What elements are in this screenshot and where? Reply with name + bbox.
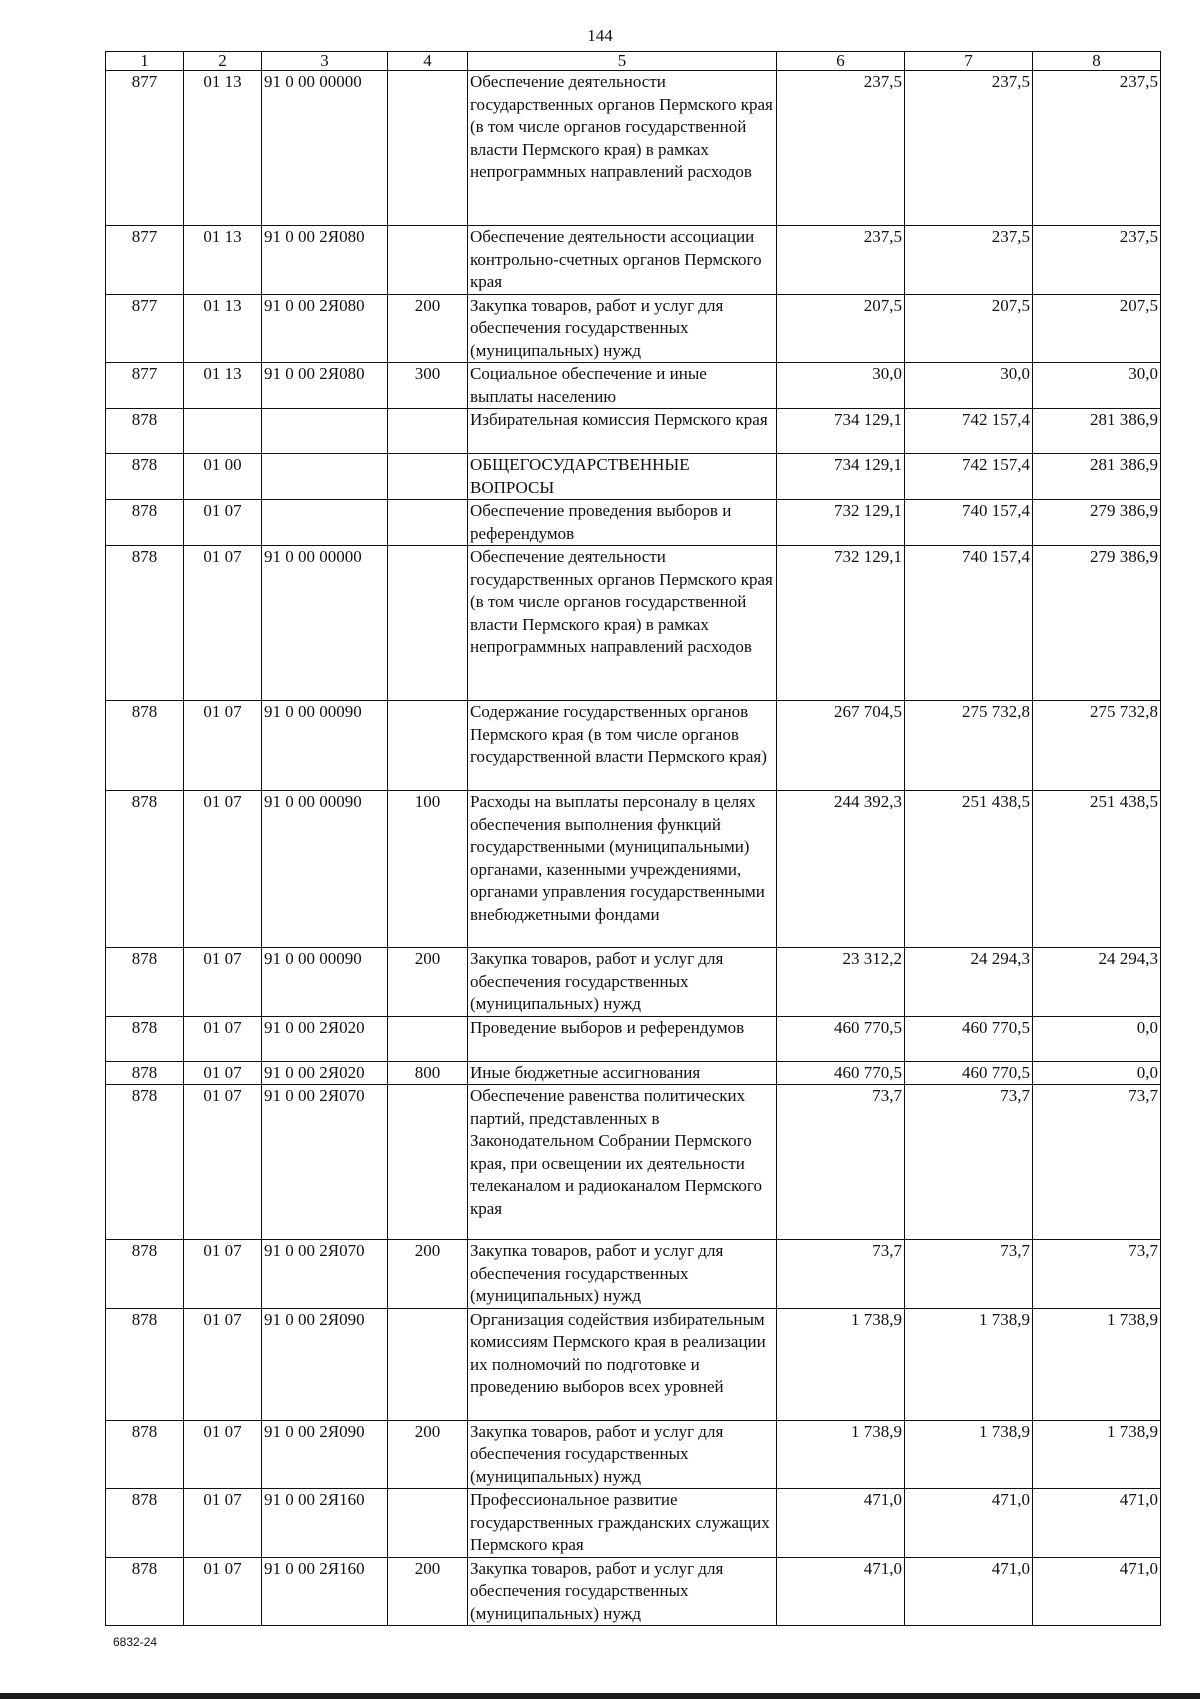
table-row (106, 948, 1161, 1017)
cell-amount-col8: 237,5 (1033, 226, 1161, 295)
cell-amount-col6: 244 392,3 (777, 791, 905, 948)
cell-section-code: 01 07 (184, 500, 262, 546)
cell-amount-col8: 1 738,9 (1033, 1308, 1161, 1420)
cell-expense-type: 100 (388, 791, 468, 948)
cell-amount-col6: 23 312,2 (777, 948, 905, 1017)
cell-expense-type (388, 1016, 468, 1061)
cell-amount-col6: 237,5 (777, 226, 905, 295)
cell-description: Обеспечение деятельности ассоциации контрольно-счетных органов Пермского края (468, 226, 777, 295)
table-header-row (106, 52, 1161, 71)
cell-amount-col8: 237,5 (1033, 71, 1161, 226)
cell-target-article: 91 0 00 00090 (262, 791, 388, 948)
cell-target-article (262, 500, 388, 546)
cell-expense-type: 200 (388, 1420, 468, 1489)
cell-amount-col7: 73,7 (905, 1085, 1033, 1240)
cell-amount-col8: 279 386,9 (1033, 500, 1161, 546)
cell-target-article: 91 0 00 2Я020 (262, 1061, 388, 1085)
cell-admin-code: 877 (106, 71, 184, 226)
cell-amount-col6: 460 770,5 (777, 1061, 905, 1085)
cell-section-code: 01 07 (184, 1016, 262, 1061)
cell-description: Проведение выборов и референдумов (468, 1016, 777, 1061)
cell-admin-code: 878 (106, 454, 184, 500)
cell-target-article (262, 454, 388, 500)
cell-amount-col8: 0,0 (1033, 1016, 1161, 1061)
column-header: 8 (1033, 52, 1161, 71)
cell-section-code: 01 07 (184, 1240, 262, 1309)
cell-admin-code: 878 (106, 791, 184, 948)
cell-amount-col6: 471,0 (777, 1557, 905, 1626)
cell-section-code: 01 07 (184, 1420, 262, 1489)
cell-admin-code: 878 (106, 1420, 184, 1489)
cell-amount-col6: 732 129,1 (777, 546, 905, 701)
cell-section-code: 01 07 (184, 701, 262, 791)
cell-target-article: 91 0 00 00000 (262, 546, 388, 701)
cell-expense-type: 200 (388, 948, 468, 1017)
cell-expense-type: 200 (388, 1240, 468, 1309)
cell-target-article: 91 0 00 2Я070 (262, 1240, 388, 1309)
cell-amount-col7: 251 438,5 (905, 791, 1033, 948)
cell-amount-col7: 460 770,5 (905, 1061, 1033, 1085)
cell-amount-col7: 740 157,4 (905, 546, 1033, 701)
table-row (106, 454, 1161, 500)
cell-amount-col8: 73,7 (1033, 1085, 1161, 1240)
cell-expense-type: 200 (388, 1557, 468, 1626)
table-row (106, 71, 1161, 226)
cell-target-article: 91 0 00 00090 (262, 948, 388, 1017)
cell-target-article: 91 0 00 2Я070 (262, 1085, 388, 1240)
cell-target-article: 91 0 00 2Я080 (262, 363, 388, 409)
cell-amount-col8: 281 386,9 (1033, 409, 1161, 454)
cell-amount-col6: 732 129,1 (777, 500, 905, 546)
cell-amount-col7: 460 770,5 (905, 1016, 1033, 1061)
cell-amount-col8: 279 386,9 (1033, 546, 1161, 701)
cell-target-article: 91 0 00 00090 (262, 701, 388, 791)
cell-amount-col8: 207,5 (1033, 294, 1161, 363)
cell-admin-code: 878 (106, 546, 184, 701)
cell-amount-col7: 1 738,9 (905, 1420, 1033, 1489)
cell-expense-type (388, 226, 468, 295)
cell-amount-col8: 0,0 (1033, 1061, 1161, 1085)
cell-amount-col7: 30,0 (905, 363, 1033, 409)
cell-admin-code: 878 (106, 948, 184, 1017)
page-number: 144 (587, 26, 613, 45)
cell-target-article: 91 0 00 2Я020 (262, 1016, 388, 1061)
cell-target-article (262, 409, 388, 454)
cell-admin-code: 877 (106, 363, 184, 409)
column-header: 1 (106, 52, 184, 71)
table-row (106, 1016, 1161, 1061)
cell-admin-code: 878 (106, 1085, 184, 1240)
cell-target-article: 91 0 00 2Я090 (262, 1420, 388, 1489)
column-header: 5 (468, 52, 777, 71)
budget-table (105, 51, 1161, 1626)
cell-description: Закупка товаров, работ и услуг для обеспечения государственных (муниципальных) нужд (468, 948, 777, 1017)
cell-description: Закупка товаров, работ и услуг для обеспечения государственных (муниципальных) нужд (468, 1420, 777, 1489)
cell-amount-col7: 207,5 (905, 294, 1033, 363)
cell-section-code (184, 409, 262, 454)
cell-section-code: 01 13 (184, 363, 262, 409)
cell-amount-col6: 73,7 (777, 1240, 905, 1309)
cell-amount-col6: 267 704,5 (777, 701, 905, 791)
cell-admin-code: 878 (106, 1240, 184, 1309)
cell-description: Избирательная комиссия Пермского края (468, 409, 777, 454)
column-header: 3 (262, 52, 388, 71)
cell-amount-col7: 740 157,4 (905, 500, 1033, 546)
cell-amount-col8: 30,0 (1033, 363, 1161, 409)
cell-description: Профессиональное развитие государственных гражданских служащих Пермского края (468, 1489, 777, 1558)
cell-expense-type (388, 701, 468, 791)
table-row (106, 701, 1161, 791)
cell-amount-col8: 281 386,9 (1033, 454, 1161, 500)
cell-expense-type (388, 1085, 468, 1240)
cell-amount-col7: 275 732,8 (905, 701, 1033, 791)
cell-amount-col6: 1 738,9 (777, 1308, 905, 1420)
cell-admin-code: 878 (106, 701, 184, 791)
cell-description: Обеспечение деятельности государственных органов Пермского края (в том числе органов государственной власти Пермского края) в рамках непрограммных направлений расходов (468, 71, 777, 226)
cell-expense-type (388, 546, 468, 701)
cell-description: Обеспечение равенства политических партий, представленных в Законодательном Собрании Пермского края, при освещении их деятельности телеканалом и радиоканалом Пермского края (468, 1085, 777, 1240)
cell-amount-col7: 742 157,4 (905, 454, 1033, 500)
table-row (106, 1489, 1161, 1558)
table-row (106, 363, 1161, 409)
cell-amount-col6: 1 738,9 (777, 1420, 905, 1489)
cell-amount-col8: 471,0 (1033, 1489, 1161, 1558)
cell-expense-type (388, 1308, 468, 1420)
cell-description: Обеспечение проведения выборов и референдумов (468, 500, 777, 546)
cell-amount-col8: 24 294,3 (1033, 948, 1161, 1017)
cell-amount-col6: 73,7 (777, 1085, 905, 1240)
cell-section-code: 01 13 (184, 294, 262, 363)
cell-admin-code: 878 (106, 1016, 184, 1061)
cell-amount-col7: 742 157,4 (905, 409, 1033, 454)
table-row (106, 1308, 1161, 1420)
cell-amount-col6: 237,5 (777, 71, 905, 226)
column-header: 2 (184, 52, 262, 71)
cell-amount-col7: 237,5 (905, 226, 1033, 295)
table-row (106, 1085, 1161, 1240)
cell-admin-code: 877 (106, 294, 184, 363)
cell-expense-type: 800 (388, 1061, 468, 1085)
cell-amount-col6: 460 770,5 (777, 1016, 905, 1061)
column-header: 4 (388, 52, 468, 71)
cell-section-code: 01 07 (184, 1557, 262, 1626)
cell-description: Расходы на выплаты персоналу в целях обеспечения выполнения функций государственными (муниципальными) органами, казенными учреждениями, органами управления государственными внебюджетными фондами (468, 791, 777, 948)
cell-admin-code: 878 (106, 409, 184, 454)
cell-amount-col8: 1 738,9 (1033, 1420, 1161, 1489)
cell-amount-col7: 1 738,9 (905, 1308, 1033, 1420)
cell-expense-type (388, 409, 468, 454)
cell-description: Содержание государственных органов Пермского края (в том числе органов государственной власти Пермского края) (468, 701, 777, 791)
cell-admin-code: 878 (106, 1557, 184, 1626)
cell-section-code: 01 13 (184, 71, 262, 226)
cell-amount-col7: 73,7 (905, 1240, 1033, 1309)
cell-amount-col7: 471,0 (905, 1557, 1033, 1626)
cell-amount-col8: 73,7 (1033, 1240, 1161, 1309)
cell-section-code: 01 07 (184, 546, 262, 701)
cell-section-code: 01 13 (184, 226, 262, 295)
cell-description: Социальное обеспечение и иные выплаты населению (468, 363, 777, 409)
cell-admin-code: 878 (106, 1308, 184, 1420)
cell-target-article: 91 0 00 00000 (262, 71, 388, 226)
cell-expense-type: 300 (388, 363, 468, 409)
cell-description: Обеспечение деятельности государственных органов Пермского края (в том числе органов государственной власти Пермского края) в рамках непрограммных направлений расходов (468, 546, 777, 701)
table-row (106, 1557, 1161, 1626)
cell-admin-code: 878 (106, 1489, 184, 1558)
table-row (106, 1420, 1161, 1489)
table-row (106, 294, 1161, 363)
cell-expense-type (388, 1489, 468, 1558)
cell-amount-col7: 237,5 (905, 71, 1033, 226)
cell-description: Закупка товаров, работ и услуг для обеспечения государственных (муниципальных) нужд (468, 1240, 777, 1309)
column-header: 6 (777, 52, 905, 71)
cell-expense-type (388, 454, 468, 500)
cell-target-article: 91 0 00 2Я160 (262, 1557, 388, 1626)
table-row (106, 226, 1161, 295)
cell-amount-col6: 30,0 (777, 363, 905, 409)
cell-description: Закупка товаров, работ и услуг для обеспечения государственных (муниципальных) нужд (468, 1557, 777, 1626)
cell-description: Организация содействия избирательным комиссиям Пермского края в реализации их полномочий по подготовке и проведению выборов всех уровней (468, 1308, 777, 1420)
cell-section-code: 01 07 (184, 1085, 262, 1240)
cell-target-article: 91 0 00 2Я080 (262, 226, 388, 295)
cell-section-code: 01 07 (184, 1061, 262, 1085)
cell-target-article: 91 0 00 2Я090 (262, 1308, 388, 1420)
cell-section-code: 01 07 (184, 1489, 262, 1558)
cell-amount-col7: 24 294,3 (905, 948, 1033, 1017)
cell-description: Закупка товаров, работ и услуг для обеспечения государственных (муниципальных) нужд (468, 294, 777, 363)
table-row (106, 1240, 1161, 1309)
cell-section-code: 01 07 (184, 948, 262, 1017)
cell-admin-code: 878 (106, 500, 184, 546)
scan-edge (0, 1693, 1200, 1699)
table-row (106, 791, 1161, 948)
cell-amount-col6: 734 129,1 (777, 454, 905, 500)
cell-description: ОБЩЕГОСУДАРСТВЕННЫЕ ВОПРОСЫ (468, 454, 777, 500)
cell-target-article: 91 0 00 2Я160 (262, 1489, 388, 1558)
cell-target-article: 91 0 00 2Я080 (262, 294, 388, 363)
cell-expense-type: 200 (388, 294, 468, 363)
cell-amount-col6: 471,0 (777, 1489, 905, 1558)
cell-section-code: 01 07 (184, 1308, 262, 1420)
table-row (106, 1061, 1161, 1085)
table-row (106, 500, 1161, 546)
cell-amount-col8: 251 438,5 (1033, 791, 1161, 948)
cell-amount-col7: 471,0 (905, 1489, 1033, 1558)
cell-amount-col6: 207,5 (777, 294, 905, 363)
cell-description: Иные бюджетные ассигнования (468, 1061, 777, 1085)
cell-admin-code: 878 (106, 1061, 184, 1085)
document-code: 6832-24 (113, 1635, 158, 1649)
cell-amount-col6: 734 129,1 (777, 409, 905, 454)
cell-amount-col8: 275 732,8 (1033, 701, 1161, 791)
cell-expense-type (388, 71, 468, 226)
cell-amount-col8: 471,0 (1033, 1557, 1161, 1626)
cell-section-code: 01 07 (184, 791, 262, 948)
cell-expense-type (388, 500, 468, 546)
cell-section-code: 01 00 (184, 454, 262, 500)
table-row (106, 409, 1161, 454)
table-row (106, 546, 1161, 701)
cell-admin-code: 877 (106, 226, 184, 295)
column-header: 7 (905, 52, 1033, 71)
